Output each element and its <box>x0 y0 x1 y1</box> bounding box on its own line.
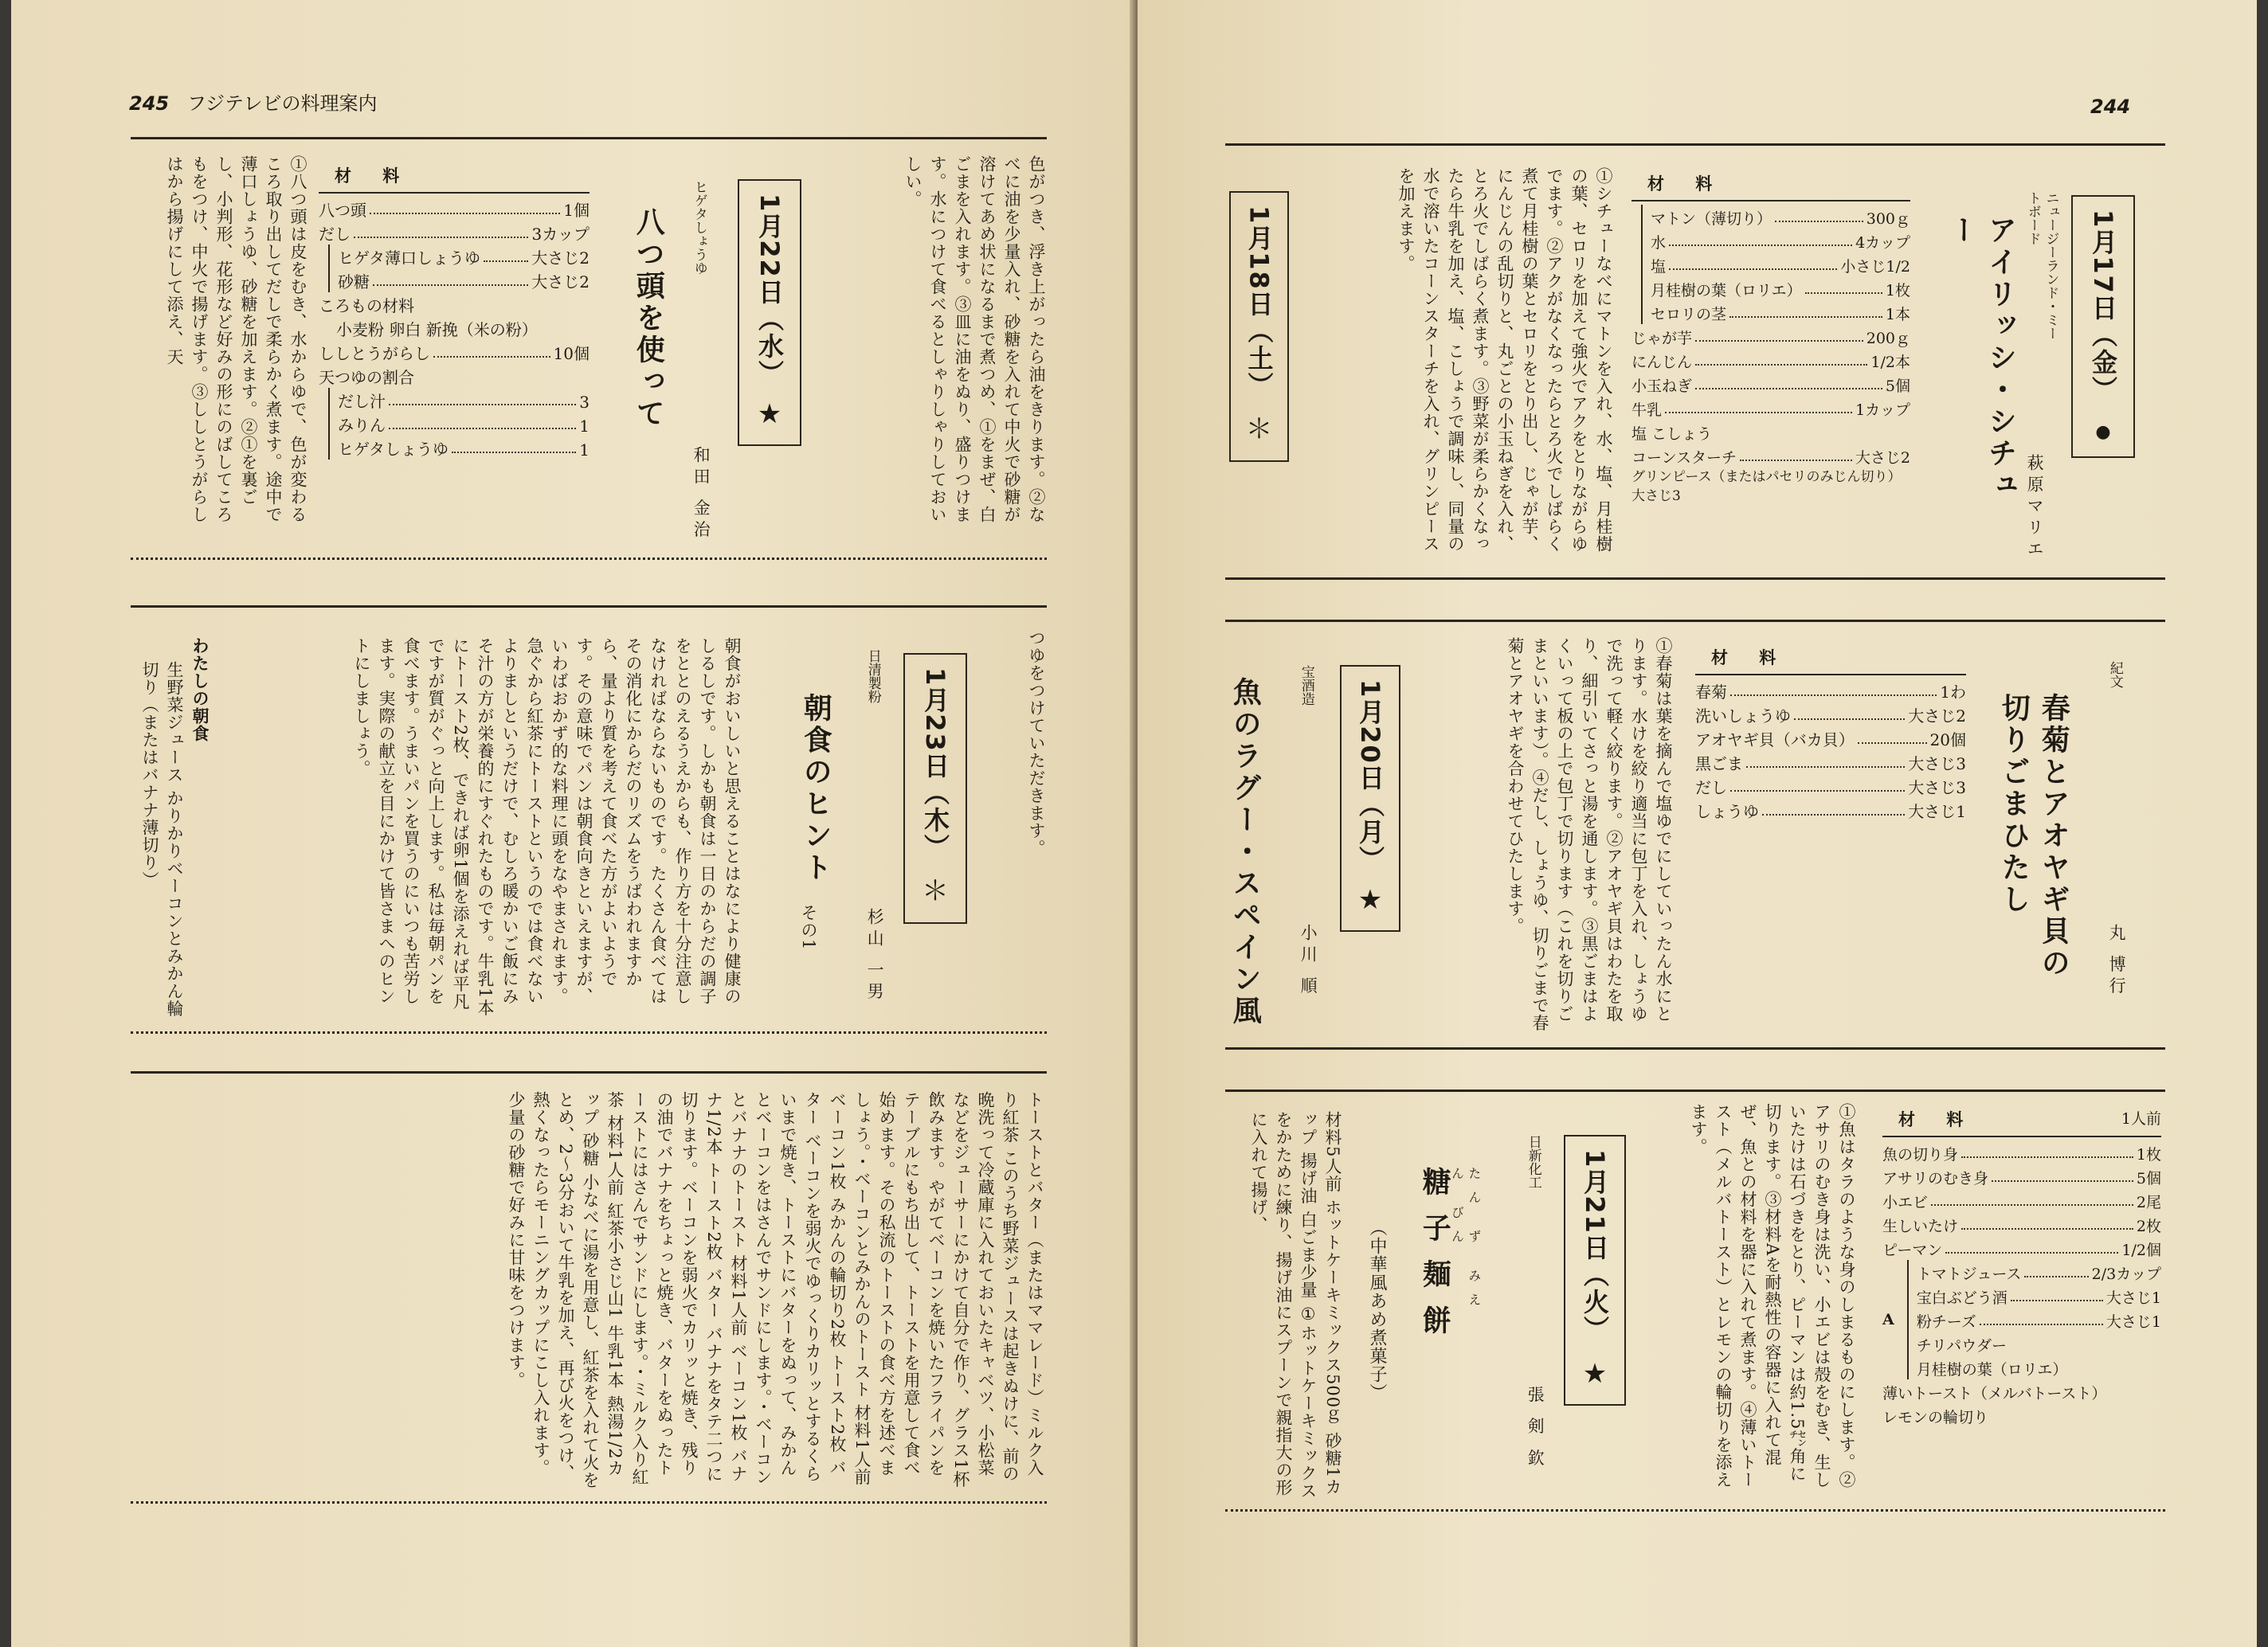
recipe-title: 糖子麺餅 <box>1418 1167 1451 1352</box>
prev-cont-text: 色がつき、浮き上がったら油をきります。②なべに油を少量入れ、砂糖を入れて中火で砂糖が溶けてあめ状になるまで煮つめ、①をまぜ、白ごまを入れます。③皿に油をぬり、盛りつけます。水につけて食べるとしゃりしゃりしておいしい。 <box>903 155 1046 523</box>
bottom-rule <box>131 1501 1047 1504</box>
broadcast-mark: ★ <box>757 398 782 430</box>
part-label: その1 <box>799 904 818 951</box>
broadcast-mark: ★ <box>1582 1358 1608 1390</box>
ingredient-heading: 材 料 <box>335 166 413 186</box>
weekday: 水 <box>754 332 785 360</box>
section-divider <box>1225 1090 2165 1092</box>
page-running-title: フジテレビの料理案内 <box>187 92 378 115</box>
right-page <box>1138 0 2257 1647</box>
recipe-title: 魚のラグー・スペイン風 <box>1228 677 1262 1027</box>
sponsor: 日清製粉 <box>864 649 881 703</box>
broadcast-mark: ＊ <box>1245 413 1273 445</box>
broadcast-mark: ● <box>2095 422 2111 442</box>
section-divider <box>131 557 1047 560</box>
recipe-title: 八つ頭を使って <box>632 207 665 430</box>
left-page <box>11 0 1136 1647</box>
ingredient-subhead: 天つゆの割合 <box>319 368 414 387</box>
recipe-title-line2: 切りごまひたし <box>1997 693 2031 916</box>
section-divider <box>131 1031 1047 1034</box>
top-rule <box>1225 143 2165 146</box>
ingredient-row: だし汁 3 <box>338 392 590 412</box>
breakfast-recipes: トーストとバター（またはママレード）ミルク入り紅茶 このうち野菜ジュースは起きぬけに、前の晩洗って冷蔵庫に入れておいたキャベツ、小松菜などをジューサーにかけて自分で作り、グラス1杯飲みます。やがてベーコンを焼いたフライパンをテーブルにもち出して、トーストを用意して食べ始めます。その私流のトーストの食べ方を述べましょう。・ベーコンとみかんのトースト 材料1人前 ベーコン1枚 みかんの輪切り2枚 トースト2枚 バター ベーコンを弱火でゆっくりカリッとするくらいまで焼き、トーストにバターをぬって、みかんとベーコンをはさんでサンドにします。・ベーコンとバナナのトースト 材料1人前 ベーコン1枚 バナナ1/2本 トースト2枚 バター バナナをタテ二つに切ります。ベーコンを弱火でカリッと焼き、残りの油でバナナをちょっと焼き、バターをぬったトーストにはさんでサンドにします。・ミルク入り紅茶 材料1人前 紅茶小さじ山1 牛乳1本 熱湯1/2カップ 砂糖 小なべに湯を用意し、紅茶を入れて火をとめ、2～3分おいて牛乳を加え、再び火をつけ、熱くなったらモーニングカップにこし入れます。少量の砂糖で好みに甘味をつけます。 <box>507 1091 1044 1489</box>
recipe-steps-0123: 朝食がおいしいと思えることはなにより健康のしるしです。しかも朝食は一日のからだの調子をととのえるうえからも、作り方を十分注意しなければならないものです。たくさん食べてはその消化にからだのリズムをうばわれますから、量より質を考えて食べた方がよいようです。その意味でパンは朝食向きといえますが、いわばおかず的な料理に頭をなやまされます。急ぐから紅茶にトーストというのでは食べないよりましというだけで、むしろ暖かいご飯にみそ汁の方が栄養的にすぐれたものです。牛乳1本にトースト2枚、できれば卵1個を添えれば平凡ですが質がぐっと向上します。私は毎朝パンを食べます。うまいパンを買うのにいつも苦労します。実際の献立を目にかけて皆さまへのヒントにしましょう。 <box>352 637 742 1017</box>
date-box-0122: 1月22日（水） ★ <box>738 179 801 446</box>
section-divider <box>1225 620 2165 622</box>
ingredient-row: みりん 1 <box>338 416 590 436</box>
ingredient-list-0117: 材 料 マトン（薄切り） 300ｇ 水 4カップ 塩 小さじ1/2 月桂樹の葉（ロリエ） 1枚 セロリの茎 1本 じゃが芋 200ｇ にんじん 1/2本 小玉ねぎ 5個 牛乳 1カップ 塩 こしょう コーンスターチ 大さじ2 グリンピース（またはパセリのみじん切り） 大さじ3 <box>1631 174 1910 504</box>
author: 萩原マリエ <box>2025 454 2045 561</box>
author: 丸 博行 <box>2107 924 2127 999</box>
menu-text: 生野菜ジュース かりかりベーコンとみかん輪切り（またはバナナ薄切り） <box>140 661 184 1018</box>
date-box-0117: 1月17日（金） ● <box>2071 195 2135 458</box>
sponsor: 宝酒造 <box>1298 665 1314 706</box>
ingredient-list-0120: 材 料 春菊 1わ 洗いしょうゆ 大さじ2 アオヤギ貝（バカ貝） 20個 黒ごま 大さじ3 だし 大さじ3 しょうゆ 大さじ1 <box>1695 648 1966 821</box>
sponsor: ヒゲタしょうゆ <box>691 180 707 275</box>
title-ruby: たん ず みえん びん <box>1449 1167 1482 1317</box>
running-head <box>129 88 378 115</box>
ingredient-row: 砂糖 大さじ2 <box>338 272 590 291</box>
ingredient-list-0122 <box>319 163 590 460</box>
ingredient-row: 八つ頭 1個 <box>319 201 590 220</box>
lead-text: つゆをつけていただきます。 <box>1027 629 1046 857</box>
date-box-0118: 1月18日（土） ＊ <box>1229 191 1289 462</box>
ingredient-subhead: ころもの材料 <box>319 296 414 315</box>
author: 和田 金治 <box>691 446 711 542</box>
page-number: 245 <box>129 92 170 115</box>
ingredient-row: だし 3カップ <box>319 225 590 244</box>
sponsor: 日新化工 <box>1525 1135 1541 1189</box>
ingredient-row: ししとうがらし 10個 <box>319 344 590 363</box>
recipe-steps-fish: ①魚はタラのような身のしまるものにします。②アサリのむき身は洗い、小エビは殻をむき、生しいたけは石づきをとり、ピーマンは約1.5㌢角に切ります。③材料Aを耐熱性の容器に入れて混ぜ、魚との材料を器に入れて煮ます。④薄いトースト（メルバトースト）とレモンの輪切りを添えます。 <box>1689 1103 1856 1489</box>
section-divider <box>1225 1047 2165 1050</box>
recipe-steps-0121: 材料5人前 ホットケーキミックス500ｇ 砂糖1カップ 揚げ油 白ごま少量 ①ホットケーキミックスをかために練り、揚げ油にスプーンで親指大の形に入れて揚げ、 <box>1249 1111 1342 1500</box>
date-box-0120: 1月20日（月） ★ <box>1340 665 1400 932</box>
sponsor: 紀文 <box>2106 661 2123 688</box>
recipe-title-line1: 春菊とアオヤギ貝の <box>2037 693 2070 980</box>
top-rule <box>131 137 1047 139</box>
ingredient-row: 小麦粉 卵白 新挽（米の粉） <box>336 320 538 339</box>
recipe-steps-0117: ①シチューなべにマトンを入れ、水、塩、月桂樹の葉、セロリを加えて強火でアクをとりながらゆでます。②アクがなくなったらとろ火でしばらく煮て月桂樹の葉とセロリをとり出し、じゃが芋、にんじんの乱切りと、丸ごとの小玉ねぎを入れ、とろ火でしばらく煮ます。③野菜が柔らかくなったら牛乳を加え、塩、こしょうで調味し、同量の水で溶いたコーンスターチを入れ、グリンピースを加えます。 <box>1396 167 1613 553</box>
ingredient-list-fish: 材 料 1人前 魚の切り身 1枚 アサリのむき身 5個 小エビ 2尾 生しいたけ 2枚 ピーマン 1/2個 A トマトジュース 2/3カップ 宝白ぶどう酒 大さじ1 粉チーズ 大さじ1 チリパウダー 月桂樹の葉（ロリエ） 薄いトースト（メルバトースト） レモンの輪切り <box>1882 1110 2161 1426</box>
section-divider <box>131 605 1047 608</box>
recipe-steps-0120: ①春菊は葉を摘んで塩ゆでにしていったん水にとります。水けを絞り適当に包丁を入れ、しょうゆで洗って軽く絞ります。②アオヤギ貝はわたを取り、細引いてさっと湯を通します。③黒ごまはよくいって板の上で包丁で切ります（これを切りごまといいます）。④だし、しょうゆ、切りごまで春菊とアオヤギを合わせてひたします。 <box>1506 637 1673 1032</box>
date: 1月22日 <box>754 194 785 306</box>
author: 小川 順 <box>1299 924 1318 999</box>
recipe-subtitle: （中華風あめ煮菓子） <box>1367 1219 1387 1402</box>
sponsor: ニュージーランド・ミートボード <box>2024 191 2059 340</box>
recipe-title: 朝食のヒント <box>799 693 832 884</box>
broadcast-mark: ＊ <box>922 875 949 907</box>
ingredient-row: ヒゲタ薄口しょうゆ 大さじ2 <box>338 248 590 268</box>
section-divider <box>131 1071 1047 1074</box>
date-box-0121: 1月21日（火） ★ <box>1564 1135 1626 1406</box>
bottom-rule <box>1225 1509 2165 1512</box>
broadcast-mark: ★ <box>1357 884 1383 916</box>
page-number: 244 <box>2090 96 2131 118</box>
date-box-0123: 1月23日（木） ＊ <box>903 653 967 924</box>
ingredient-row: ヒゲタしょうゆ 1 <box>338 440 590 460</box>
recipe-steps-0122: ①八つ頭は皮をむき、水からゆで、色が変わるころ取り出してだしで柔らかく煮ます。途中で薄口しょうゆ、砂糖を加えます。②①を裏ごし、小判形、花形など好みの形にのばしてころもをつけ、中火で揚げます。③ししとうがらしはから揚げにして添え、天 <box>165 155 307 523</box>
menu-heading: わたしの朝食 <box>190 637 210 742</box>
author: 張 剣 欽 <box>1526 1386 1545 1471</box>
recipe-title: アイリッシ・シチュー <box>1945 215 2017 502</box>
section-divider <box>1225 577 2165 580</box>
author: 杉山 一男 <box>865 908 885 1004</box>
